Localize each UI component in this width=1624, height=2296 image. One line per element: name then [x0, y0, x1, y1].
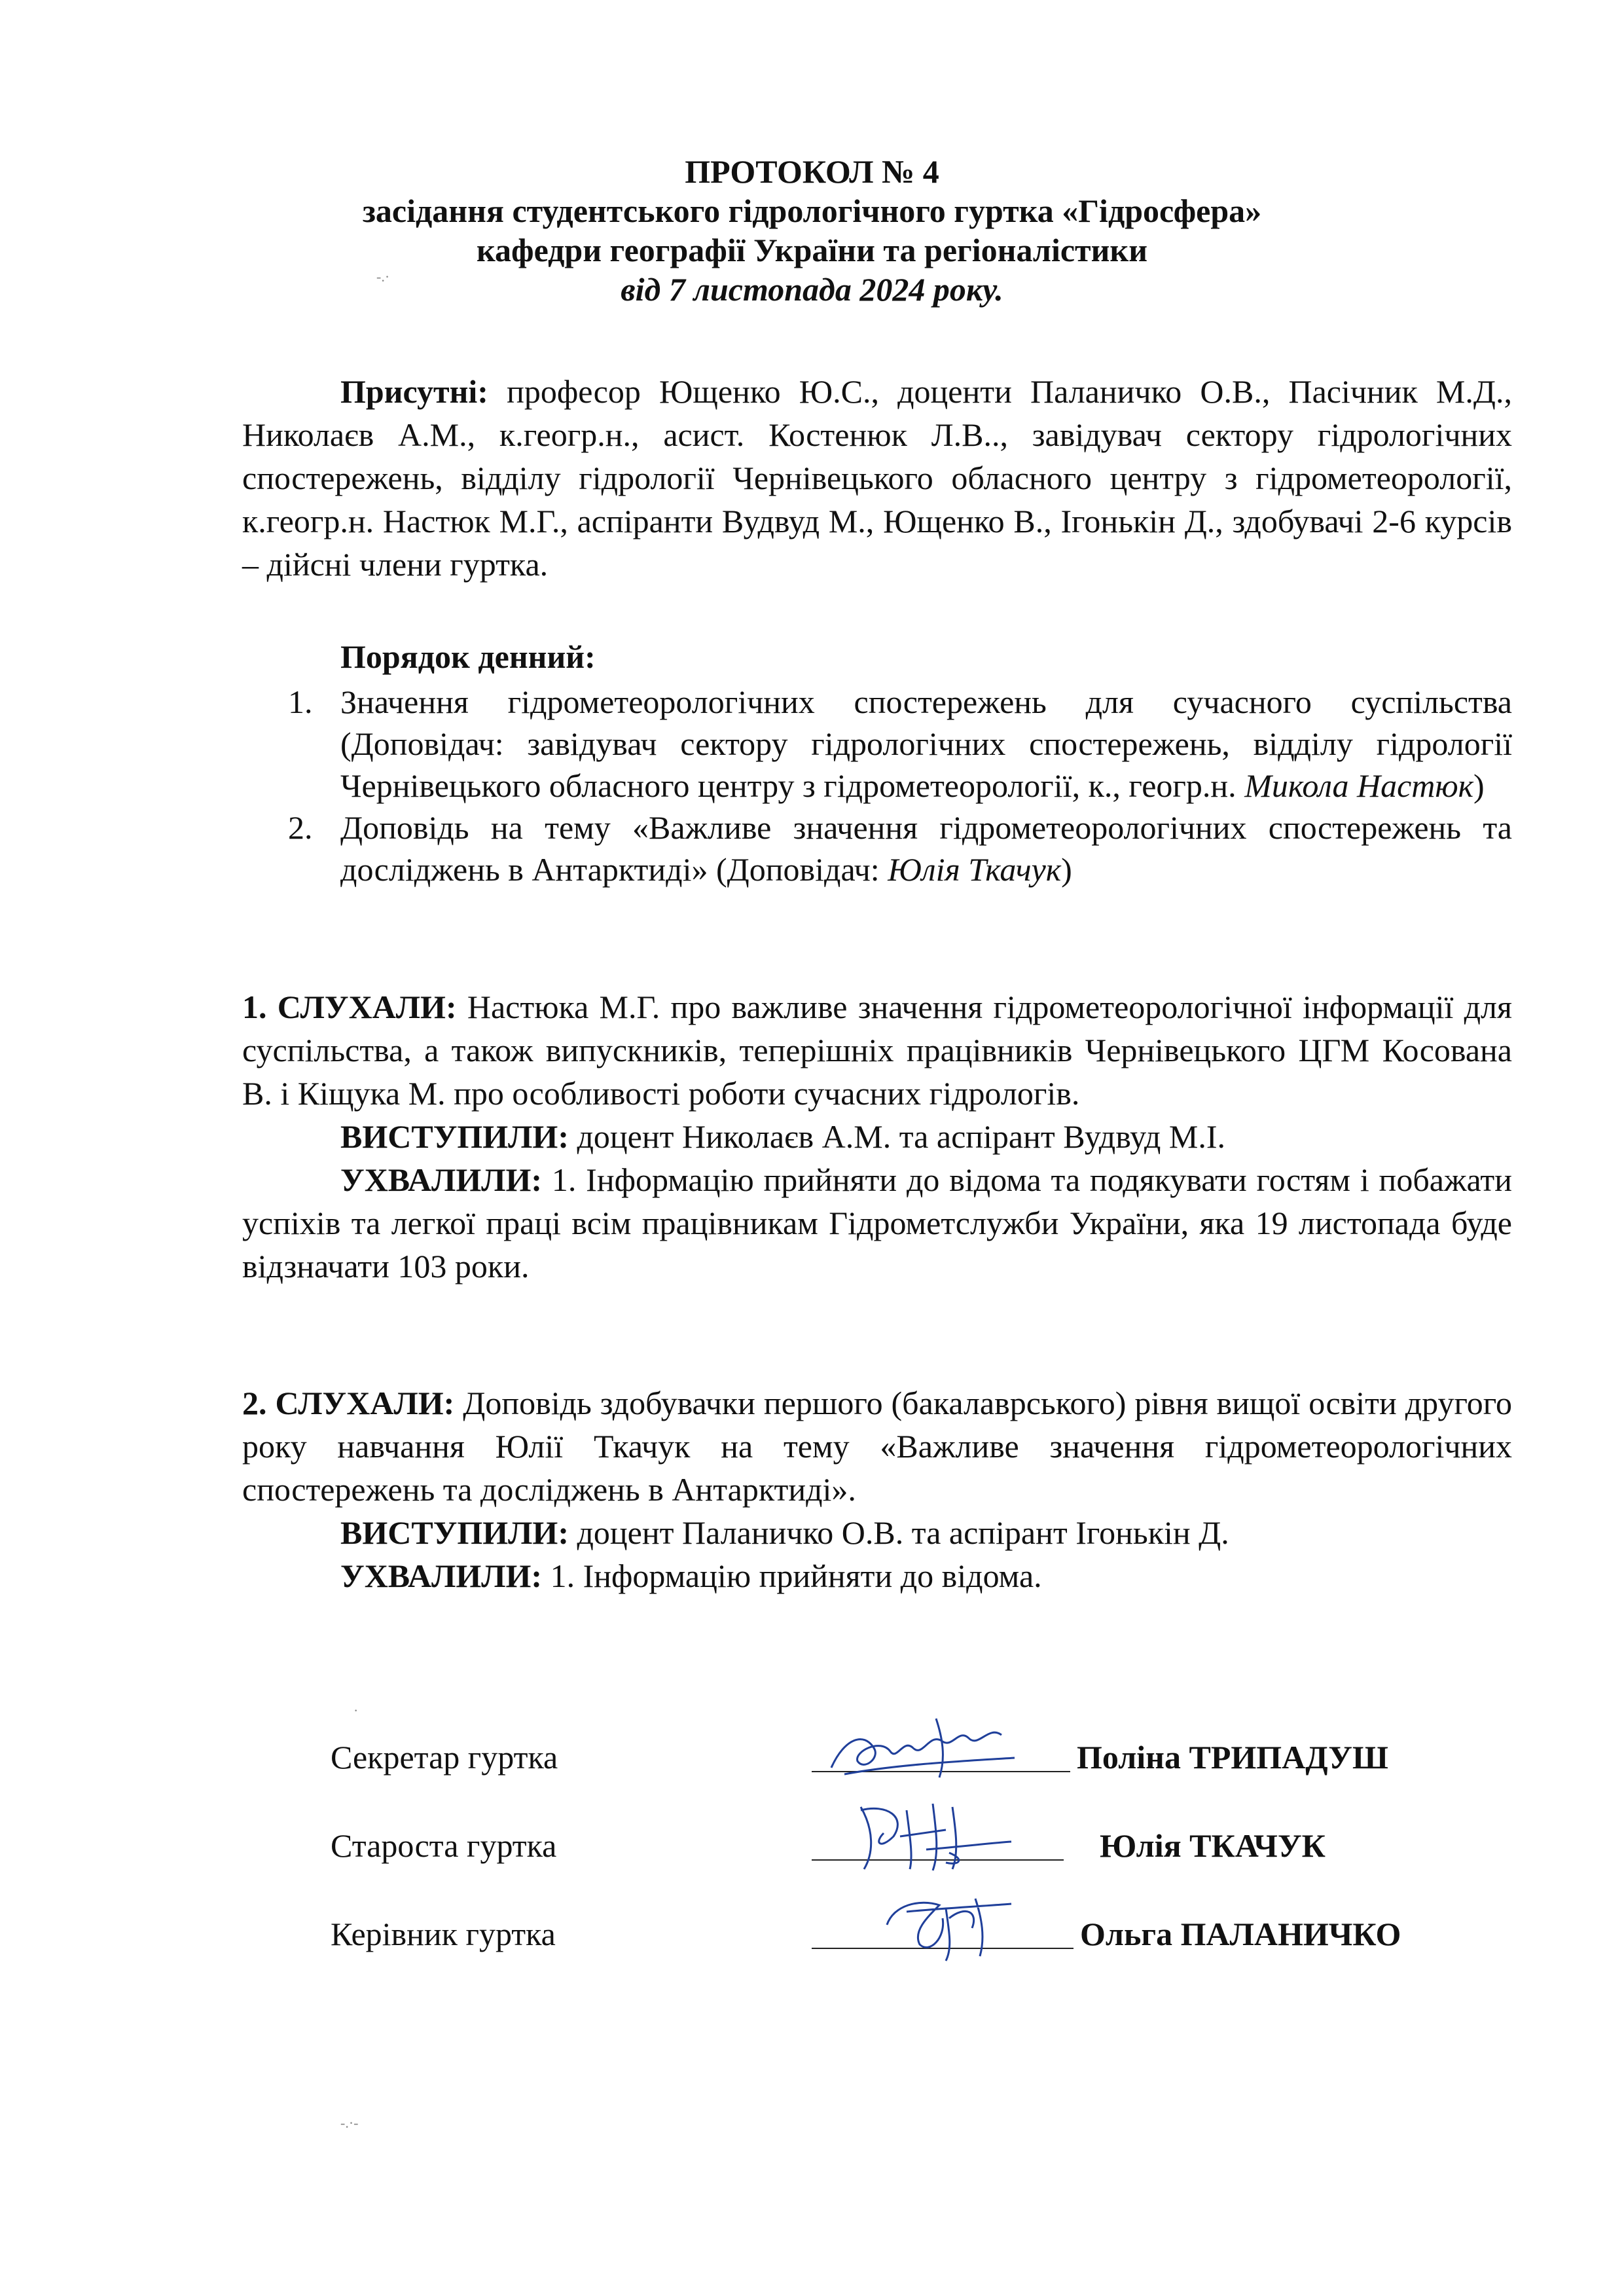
agenda-item [262, 807, 1512, 890]
agenda-item-speaker: Юлія Ткачук [888, 851, 1062, 888]
signature-row-secretary [331, 1732, 1509, 1777]
present-block [242, 370, 1512, 586]
document-subtitle: засідання студентського гідрологічного гуртка «Гідросфера» [362, 192, 1262, 229]
agenda-item-tail: ) [1061, 851, 1072, 888]
section1-heard-label: 1. СЛУХАЛИ: [242, 989, 457, 1025]
section1-decided-text: 1. Інформацію прийняти до відома та подякувати гостям і побажати успіхів та легкої праці всім працівникам Гідрометслужби України, яка 19 листопада буде відзначати 103 роки. [242, 1161, 1513, 1285]
signature-name: Юлія ТКАЧУК [1100, 1827, 1326, 1864]
section-1 [242, 985, 1512, 1288]
agenda-item-text: Значення гідрометеорологічних спостережень для сучасного суспільства (Доповідач: завідувач сектору гідрологічних спостережень, відділу гідрології Чернівецького обласного центру з гідрометеорології, к., геогр.н. [340, 683, 1512, 804]
agenda-label: Порядок денний: [340, 638, 596, 675]
agenda-item [262, 681, 1512, 807]
handwritten-signature [835, 1791, 1031, 1876]
section2-heard-text: Доповідь здобувачки першого (бакалаврського) рівня вищої освіти другого року навчання Юлії Ткачук на тему «Важливе значення гідрометеорологічних спостережень та досліджень в Антарктиді». [242, 1385, 1513, 1508]
signature-row-head [331, 1908, 1509, 1954]
agenda-list [262, 681, 1512, 890]
document-title: ПРОТОКОЛ № 4 [685, 153, 939, 190]
agenda-heading-block [242, 635, 1512, 678]
scan-speck: -.·- [340, 2115, 359, 2131]
section1-decided-label: УХВАЛИЛИ: [340, 1161, 543, 1198]
section1-spoke-label: ВИСТУПИЛИ: [340, 1118, 569, 1155]
signature-name: Ольга ПАЛАНИЧКО [1080, 1916, 1401, 1952]
section2-decided-text: 1. Інформацію прийняти до відома. [550, 1558, 1042, 1594]
signature-role: Секретар гуртка [331, 1739, 558, 1776]
document-department: кафедри географії України та регіоналістики [476, 232, 1148, 268]
signature-role: Керівник гуртка [331, 1916, 556, 1952]
agenda-item-number: 2. [288, 809, 313, 846]
section1-spoke-text: доцент Николаєв А.М. та аспірант Вудвуд М.І. [577, 1118, 1225, 1155]
document-header [0, 152, 1624, 309]
section-2 [242, 1381, 1512, 1597]
handwritten-signature [818, 1712, 1034, 1791]
section1-heard-text: Настюка М.Г. про важливе значення гідрометеорологічної інформації для суспільства, а також випускників, теперішніх працівників Чернівецького ЦГМ Косована В. і Кіщука М. про особливості роботи сучасних гідрологів. [242, 989, 1513, 1112]
section2-spoke-text: доцент Паланичко О.В. та аспірант Ігонькін Д. [577, 1514, 1229, 1551]
section2-decided-label: УХВАЛИЛИ: [340, 1558, 543, 1594]
scan-speck: -.· [376, 268, 390, 285]
document-date: від 7 листопада 2024 року. [621, 271, 1003, 308]
agenda-item-speaker: Микола Настюк [1244, 767, 1474, 804]
agenda-item-tail: ) [1473, 767, 1485, 804]
signature-name: Поліна ТРИПАДУШ [1077, 1739, 1388, 1776]
signature-row-headman [331, 1820, 1509, 1866]
present-text: професор Ющенко Ю.С., доценти Паланичко О.В., Пасічник М.Д., Николаєв А.М., к.геогр.н., асист. Костенюк Л.В.., завідувач сектору гідрологічних спостережень, відділу гідрології Чернівецького обласного центру з гідрометеорології, к.геогр.н. Настюк М.Г., аспіранти Вудвуд М., Ющенко В., Ігонькін Д., здобувачі 2-6 курсів – дійсні члени гуртка. [242, 373, 1512, 583]
section2-heard-label: 2. СЛУХАЛИ: [242, 1385, 455, 1421]
signature-role: Староста гуртка [331, 1827, 557, 1864]
present-label: Присутні: [340, 373, 488, 410]
handwritten-signature [867, 1879, 1038, 1964]
agenda-item-text: Доповідь на тему «Важливе значення гідрометеорологічних спостережень та досліджень в Антарктиді» (Доповідач: [340, 809, 1512, 888]
section2-spoke-label: ВИСТУПИЛИ: [340, 1514, 569, 1551]
scan-speck: · [353, 1702, 359, 1719]
agenda-item-number: 1. [288, 683, 313, 720]
